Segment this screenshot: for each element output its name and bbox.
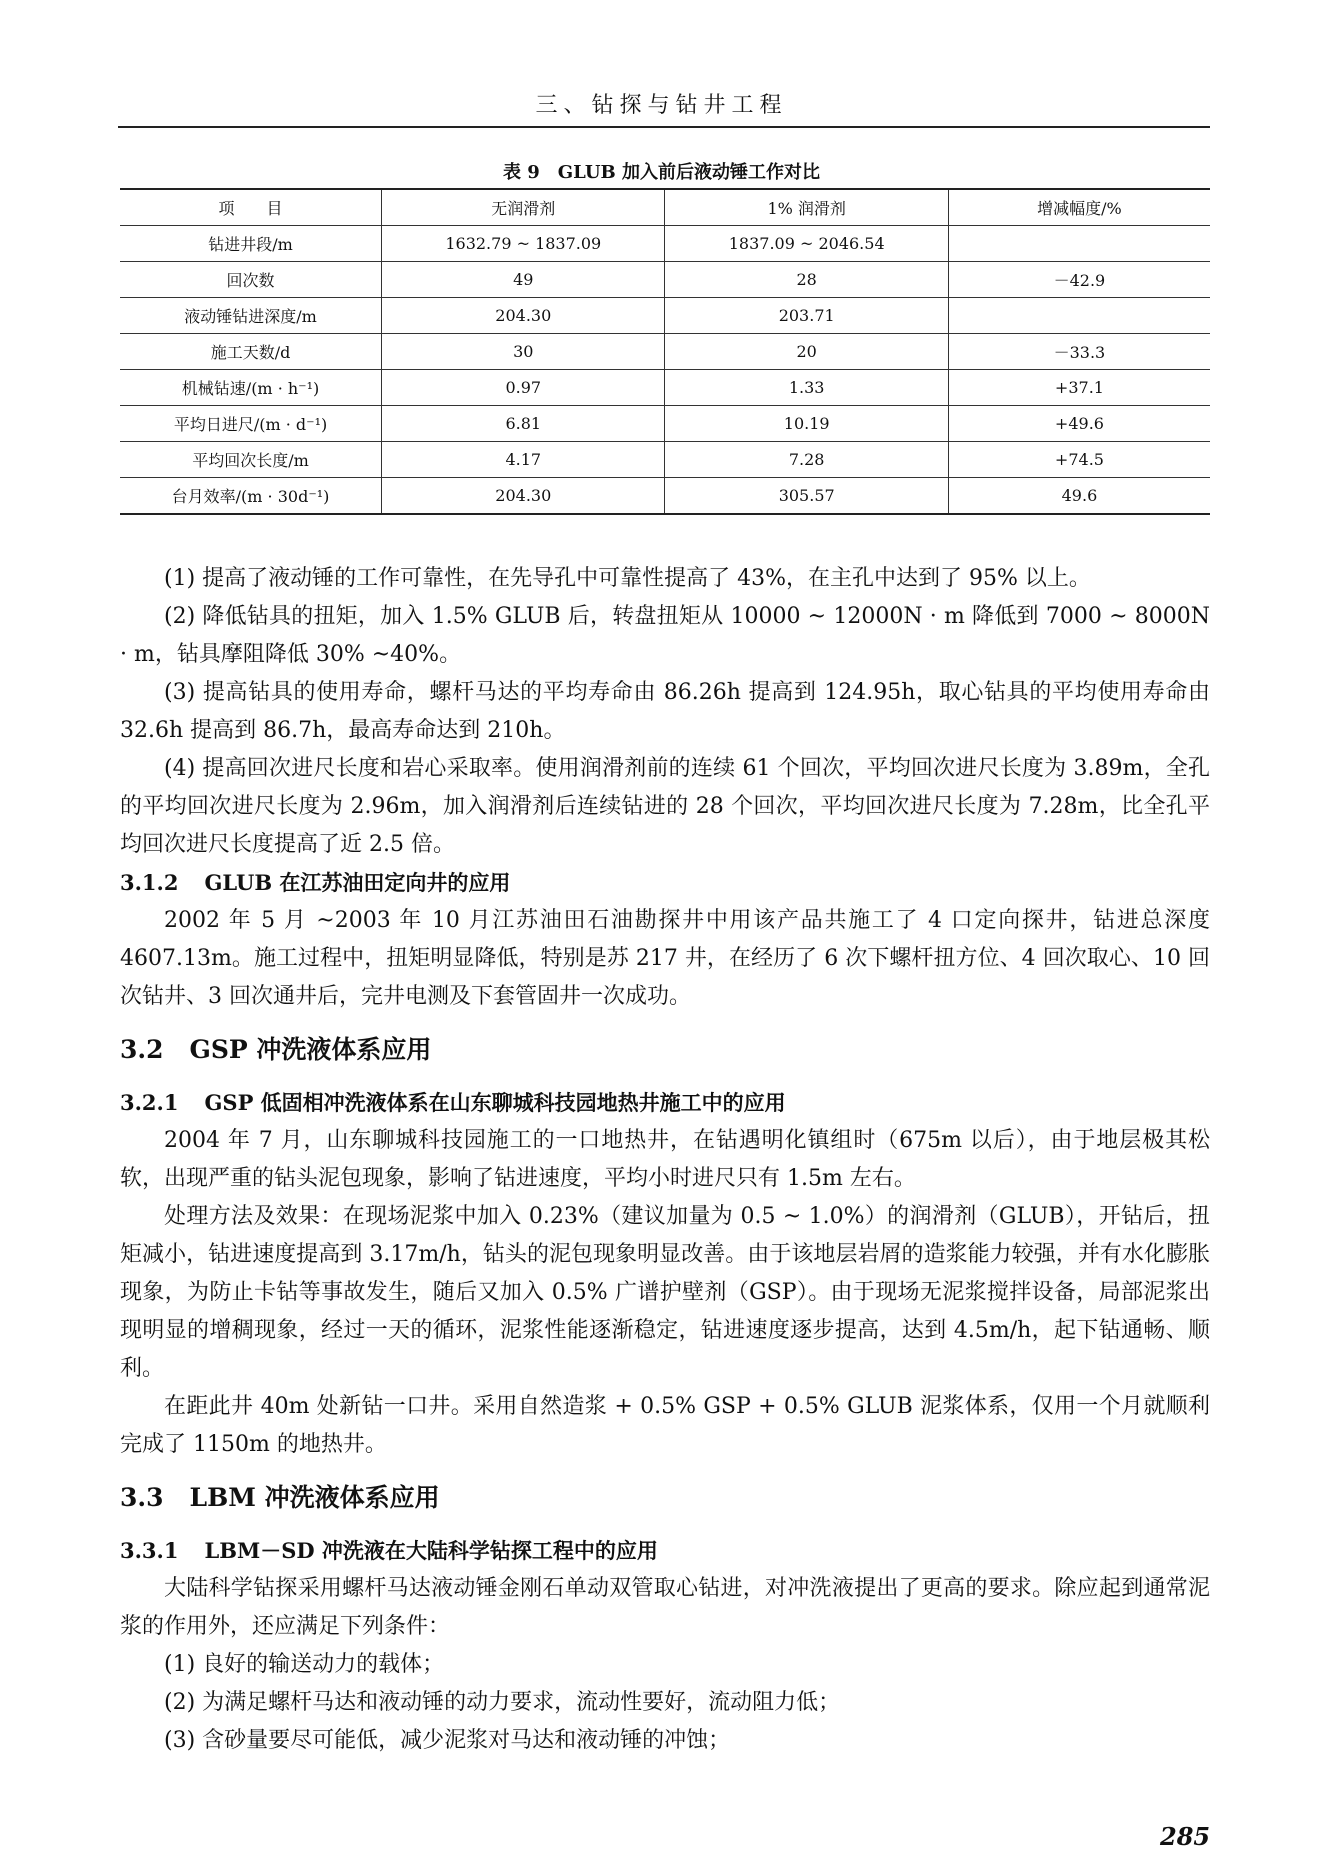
table-row	[120, 406, 1210, 442]
table-cell: 204.30	[382, 298, 665, 334]
table-cell: 1837.09 ~ 2046.54	[665, 226, 948, 262]
section-heading-3-3	[120, 1478, 1210, 1518]
table-row	[120, 478, 1210, 515]
column-header: 增减幅度/%	[948, 189, 1210, 226]
section-number: 3.3	[120, 1483, 164, 1512]
list-item: (3) 含砂量要尽可能低，减少泥浆对马达和液动锤的冲蚀；	[164, 1728, 731, 1753]
table-cell: +49.6	[948, 406, 1210, 442]
table-cell: 液动锤钻进深度/m	[120, 298, 382, 334]
subsection-heading-3-3-1	[120, 1532, 1210, 1570]
table-cell: 平均回次长度/m	[120, 442, 382, 478]
paragraph: 2004 年 7 月，山东聊城科技园施工的一口地热井，在钻遇明化镇组时（675m 以后），由于地层极其松软，出现严重的钻头泥包现象，影响了钻进速度，平均小时进尺只有 1.5m 左右。	[120, 1128, 1210, 1191]
table-row	[120, 442, 1210, 478]
section-number: 3.3.1	[120, 1538, 179, 1563]
paragraph: 在距此井 40m 处新钻一口井。采用自然造浆 + 0.5% GSP + 0.5% GLUB 泥浆体系，仅用一个月就顺利完成了 1150m 的地热井。	[120, 1394, 1210, 1457]
table-cell: +37.1	[948, 370, 1210, 406]
body-text	[120, 560, 1210, 1760]
column-header: 1% 润滑剂	[665, 189, 948, 226]
section-title: GLUB 在江苏油田定向井的应用	[204, 870, 511, 895]
list-item: (2) 为满足螺杆马达和液动锤的动力要求，流动性要好，流动阻力低；	[164, 1690, 841, 1715]
subsection-heading-3-2-1	[120, 1084, 1210, 1122]
table-cell	[948, 226, 1210, 262]
paragraph: (1) 提高了液动锤的工作可靠性，在先导孔中可靠性提高了 43%，在主孔中达到了 95% 以上。	[164, 566, 1091, 591]
paragraph: 大陆科学钻探采用螺杆马达液动锤金刚石单动双管取心钻进，对冲洗液提出了更高的要求。除应起到通常泥浆的作用外，还应满足下列条件：	[120, 1576, 1210, 1639]
table-cell: 49.6	[948, 478, 1210, 515]
table-cell: 4.17	[382, 442, 665, 478]
comparison-table	[120, 188, 1210, 515]
paragraph: 处理方法及效果：在现场泥浆中加入 0.23%（建议加量为 0.5 ~ 1.0%）的润滑剂（GLUB），开钻后，扭矩减小，钻进速度提高到 3.17m/h，钻头的泥包现象明显改善。由于该地层岩屑的造浆能力较强，并有水化膨胀现象，为防止卡钻等事故发生，随后又加入 0.5% 广谱护壁剂（GSP）。由于现场无泥浆搅拌设备，局部泥浆出现明显的增稠现象，经过一天的循环，泥浆性能逐渐稳定，钻进速度逐步提高，达到 4.5m/h，起下钻通畅、顺利。	[120, 1204, 1210, 1381]
section-number: 3.2	[120, 1035, 164, 1064]
table-cell: 7.28	[665, 442, 948, 478]
section-heading-3-2	[120, 1030, 1210, 1070]
table-cell: 施工天数/d	[120, 334, 382, 370]
section-title: GSP 冲洗液体系应用	[189, 1035, 432, 1064]
table-cell: 钻进井段/m	[120, 226, 382, 262]
paragraph: 2002 年 5 月 ~2003 年 10 月江苏油田石油勘探井中用该产品共施工了 4 口定向探井，钻进总深度 4607.13m。施工过程中，扭矩明显降低，特别是苏 217 井，在经历了 6 次下螺杆扭方位、4 回次取心、10 回次钻井、3 回次通井后，完井电测及下套管固井一次成功。	[120, 908, 1210, 1009]
page-number: 285	[1160, 1822, 1211, 1851]
table-row	[120, 226, 1210, 262]
paragraph: (2) 降低钻具的扭矩，加入 1.5% GLUB 后，转盘扭矩从 10000 ~ 12000N · m 降低到 7000 ~ 8000N · m，钻具摩阻降低 30% ~40%。	[120, 604, 1210, 667]
table-cell: 10.19	[665, 406, 948, 442]
running-head: 三、钻探与钻井工程	[535, 93, 788, 118]
table-header-row	[120, 189, 1210, 226]
table-row	[120, 334, 1210, 370]
header-rule	[118, 126, 1210, 128]
section-title: GSP 低固相冲洗液体系在山东聊城科技园地热井施工中的应用	[204, 1090, 786, 1115]
table-cell: 204.30	[382, 478, 665, 515]
table-cell: 机械钻速/(m · h⁻¹)	[120, 370, 382, 406]
table-cell: 1.33	[665, 370, 948, 406]
table-cell: 回次数	[120, 262, 382, 298]
table-cell: －33.3	[948, 334, 1210, 370]
column-header: 项 目	[120, 189, 382, 226]
paragraph: (4) 提高回次进尺长度和岩心采取率。使用润滑剂前的连续 61 个回次，平均回次进尺长度为 3.89m，全孔的平均回次进尺长度为 2.96m，加入润滑剂后连续钻进的 28 个回次，平均回次进尺长度为 7.28m，比全孔平均回次进尺长度提高了近 2.5 倍。	[120, 756, 1210, 857]
section-title: LBM－SD 冲洗液在大陆科学钻探工程中的应用	[204, 1538, 658, 1563]
table-cell: 20	[665, 334, 948, 370]
table-cell: 49	[382, 262, 665, 298]
table-cell: 305.57	[665, 478, 948, 515]
table-cell: 台月效率/(m · 30d⁻¹)	[120, 478, 382, 515]
table-cell: 203.71	[665, 298, 948, 334]
table-cell: 0.97	[382, 370, 665, 406]
table-cell: 6.81	[382, 406, 665, 442]
section-number: 3.1.2	[120, 870, 179, 895]
table-cell: －42.9	[948, 262, 1210, 298]
section-title: LBM 冲洗液体系应用	[189, 1483, 440, 1512]
table-row	[120, 370, 1210, 406]
table-cell: 28	[665, 262, 948, 298]
column-header: 无润滑剂	[382, 189, 665, 226]
table-row	[120, 298, 1210, 334]
table-caption: 表 9 GLUB 加入前后液动锤工作对比	[502, 162, 820, 183]
table-cell: 1632.79 ~ 1837.09	[382, 226, 665, 262]
table-cell: 30	[382, 334, 665, 370]
paragraph: (3) 提高钻具的使用寿命，螺杆马达的平均寿命由 86.26h 提高到 124.95h，取心钻具的平均使用寿命由 32.6h 提高到 86.7h，最高寿命达到 210h。	[120, 680, 1210, 743]
section-number: 3.2.1	[120, 1090, 179, 1115]
list-item: (1) 良好的输送动力的载体；	[164, 1652, 445, 1677]
subsection-heading-3-1-2	[120, 864, 1210, 902]
table-cell: 平均日进尺/(m · d⁻¹)	[120, 406, 382, 442]
table-cell	[948, 298, 1210, 334]
table-cell: +74.5	[948, 442, 1210, 478]
table-row	[120, 262, 1210, 298]
